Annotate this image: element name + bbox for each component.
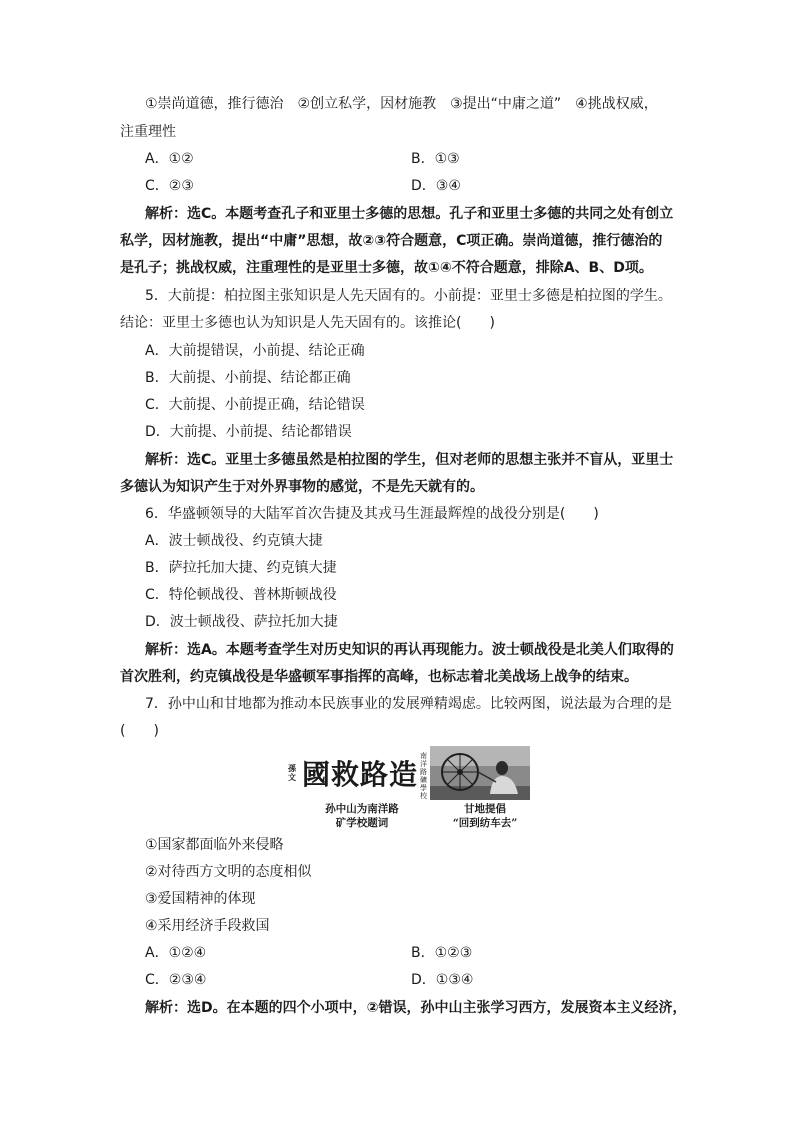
q4-option-d: D．③④: [411, 178, 461, 194]
calligraphy-main-text: 國救路造: [302, 758, 419, 791]
q4-stem-line2: 注重理性: [120, 124, 176, 140]
q7-item-1: ①国家都面临外来侵略: [145, 837, 284, 853]
q7-option-a: A．①②④: [145, 945, 207, 961]
gandhi-spinning-wheel-photo: [430, 746, 530, 800]
sun-yat-sen-calligraphy: [288, 752, 433, 800]
q5-analysis-line1: 解析：选C。亚里士多德虽然是柏拉图的学生，但对老师的思想主张并不盲从，亚里士: [145, 452, 674, 468]
q4-analysis-line2: 私学，因材施教，提出“中庸”思想，故②③符合题意，C项正确。崇尚道德，推行德治的: [120, 233, 663, 249]
q4-option-b: B．①③: [411, 151, 460, 167]
q6-stem: 6．华盛顿领导的大陆军首次告捷及其戎马生涯最辉煌的战役分别是( ): [145, 506, 599, 522]
q7-option-d: D．①③④: [411, 972, 474, 988]
q6-option-d: D．波士顿战役、萨拉托加大捷: [145, 614, 338, 630]
q7-stem-line1: 7．孙中山和甘地都为推动本民族事业的发展殚精竭虑。比较两图，说法最为合理的是: [145, 696, 672, 712]
q5-option-c: C．大前提、小前提正确，结论错误: [145, 397, 365, 413]
q7-item-2: ②对待西方文明的态度相似: [145, 864, 312, 880]
q5-option-b: B．大前提、小前提、结论都正确: [145, 370, 351, 386]
q6-option-c: C．特伦顿战役、普林斯顿战役: [145, 587, 337, 603]
left-figure-caption-line1: 孙中山为南洋路: [325, 803, 399, 815]
q7-item-4: ④采用经济手段救国: [145, 918, 270, 934]
right-figure-caption-line2: “回到纺车去”: [452, 817, 518, 829]
q6-option-b: B．萨拉托加大捷、约克镇大捷: [145, 560, 337, 576]
q5-analysis-line2: 多德认为知识产生于对外界事物的感觉，不是先天就有的。: [120, 479, 484, 495]
q6-analysis-line2: 首次胜利，约克镇战役是华盛顿军事指挥的高峰，也标志着北美战场上战争的结束。: [120, 669, 638, 685]
q6-option-a: A．波士顿战役、约克镇大捷: [145, 533, 323, 549]
q4-analysis-line3: 是孔子；挑战权威，注重理性的是亚里士多德，故①④不符合题意，排除A、B、D项。: [120, 260, 653, 276]
right-figure-caption-line1: 甘地提倡: [464, 803, 506, 815]
q7-analysis-line1: 解析：选D。在本题的四个小项中，②错误，孙中山主张学习西方，发展资本主义经济，: [145, 1000, 687, 1016]
q5-option-a: A．大前提错误，小前提、结论正确: [145, 343, 365, 359]
q7-item-3: ③爱国精神的体现: [145, 891, 256, 907]
calligraphy-signature: 孫文: [288, 763, 296, 782]
calligraphy-side-text: 南洋路礦學校: [420, 752, 427, 800]
q7-option-b: B．①②③: [411, 945, 473, 961]
q4-stem-line1: ①崇尚道德，推行德治 ②创立私学，因材施教 ③提出“中庸之道” ④挑战权威，: [145, 96, 658, 112]
q7-option-c: C．②③④: [145, 972, 207, 988]
q5-option-d: D．大前提、小前提、结论都错误: [145, 424, 352, 440]
q7-stem-line2: ( ): [120, 723, 159, 739]
q5-stem-line1: 5．大前提：柏拉图主张知识是人先天固有的。小前提：亚里士多德是柏拉图的学生。: [145, 288, 672, 304]
q6-analysis-line1: 解析：选A。本题考查学生对历史知识的再认再现能力。波士顿战役是北美人们取得的: [145, 642, 674, 658]
q5-stem-line2: 结论：亚里士多德也认为知识是人先天固有的。该推论( ): [120, 315, 495, 331]
q4-analysis-line1: 解析：选C。本题考查孔子和亚里士多德的思想。孔子和亚里士多德的共同之处有创立: [145, 206, 674, 222]
q4-option-a: A．①②: [145, 151, 194, 167]
q4-option-c: C．②③: [145, 178, 194, 194]
left-figure-caption-line2: 矿学校题词: [335, 817, 389, 829]
